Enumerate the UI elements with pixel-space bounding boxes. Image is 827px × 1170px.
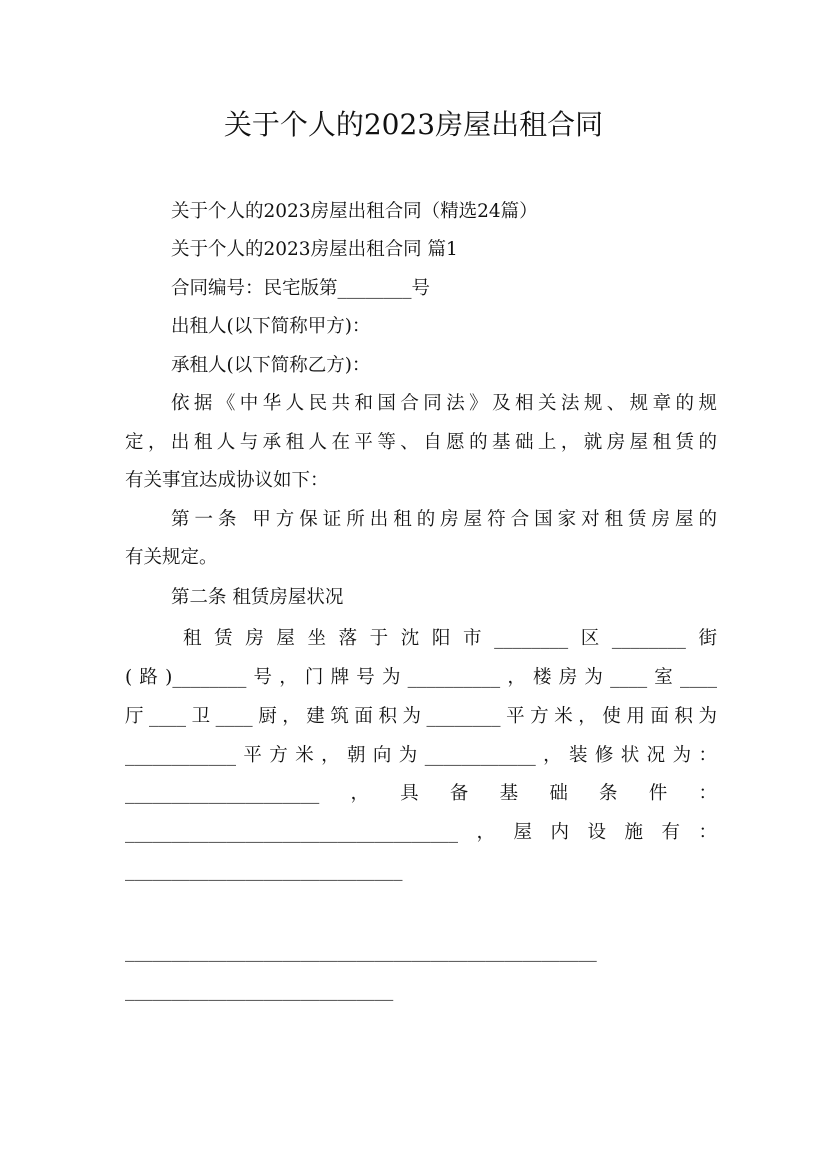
paragraph-line: 依据《中华人民共和国合同法》及相关法规、规章的规 <box>171 393 717 414</box>
contract-number: 合同编号：民宅版第________号 <box>171 278 431 299</box>
lessee-line: 承租人(以下简称乙方)： <box>171 355 371 376</box>
paragraph-line: 有关规定。 <box>125 547 218 568</box>
paragraph-line: ____________平方米，朝向为____________，装修状况为： <box>125 745 717 766</box>
paragraph-line: (路)________号，门牌号为__________，楼房为____室____ <box>125 667 717 688</box>
blank-line: ___________________________________________________ <box>125 941 597 962</box>
blank-line: _____________________________ <box>125 980 394 1001</box>
paragraph-line: _____________________，具备基础条件： <box>125 783 717 804</box>
lessor-line: 出租人(以下简称甲方)： <box>171 316 371 337</box>
paragraph-line: 厅____卫____厨，建筑面积为________平方米，使用面积为 <box>125 706 717 727</box>
subtitle: 关于个人的2023房屋出租合同（精选24篇） <box>171 201 538 222</box>
article-2: 第二条 租赁房屋状况 <box>171 587 344 608</box>
blank-line: ______________________________ <box>125 860 403 881</box>
paragraph-line: 有关事宜达成协议如下： <box>125 470 329 491</box>
paragraph-line: 租赁房屋坐落于沈阳市________区________街 <box>183 628 717 649</box>
paragraph-line: ____________________________________，屋内设施有： <box>125 822 717 843</box>
paragraph-line: 定，出租人与承租人在平等、自愿的基础上，就房屋租赁的 <box>125 432 717 453</box>
section-heading: 关于个人的2023房屋出租合同 篇1 <box>171 239 458 260</box>
document-title: 关于个人的2023房屋出租合同 <box>223 108 604 141</box>
article-1: 第一条 甲方保证所出租的房屋符合国家对租赁房屋的 <box>171 509 717 530</box>
